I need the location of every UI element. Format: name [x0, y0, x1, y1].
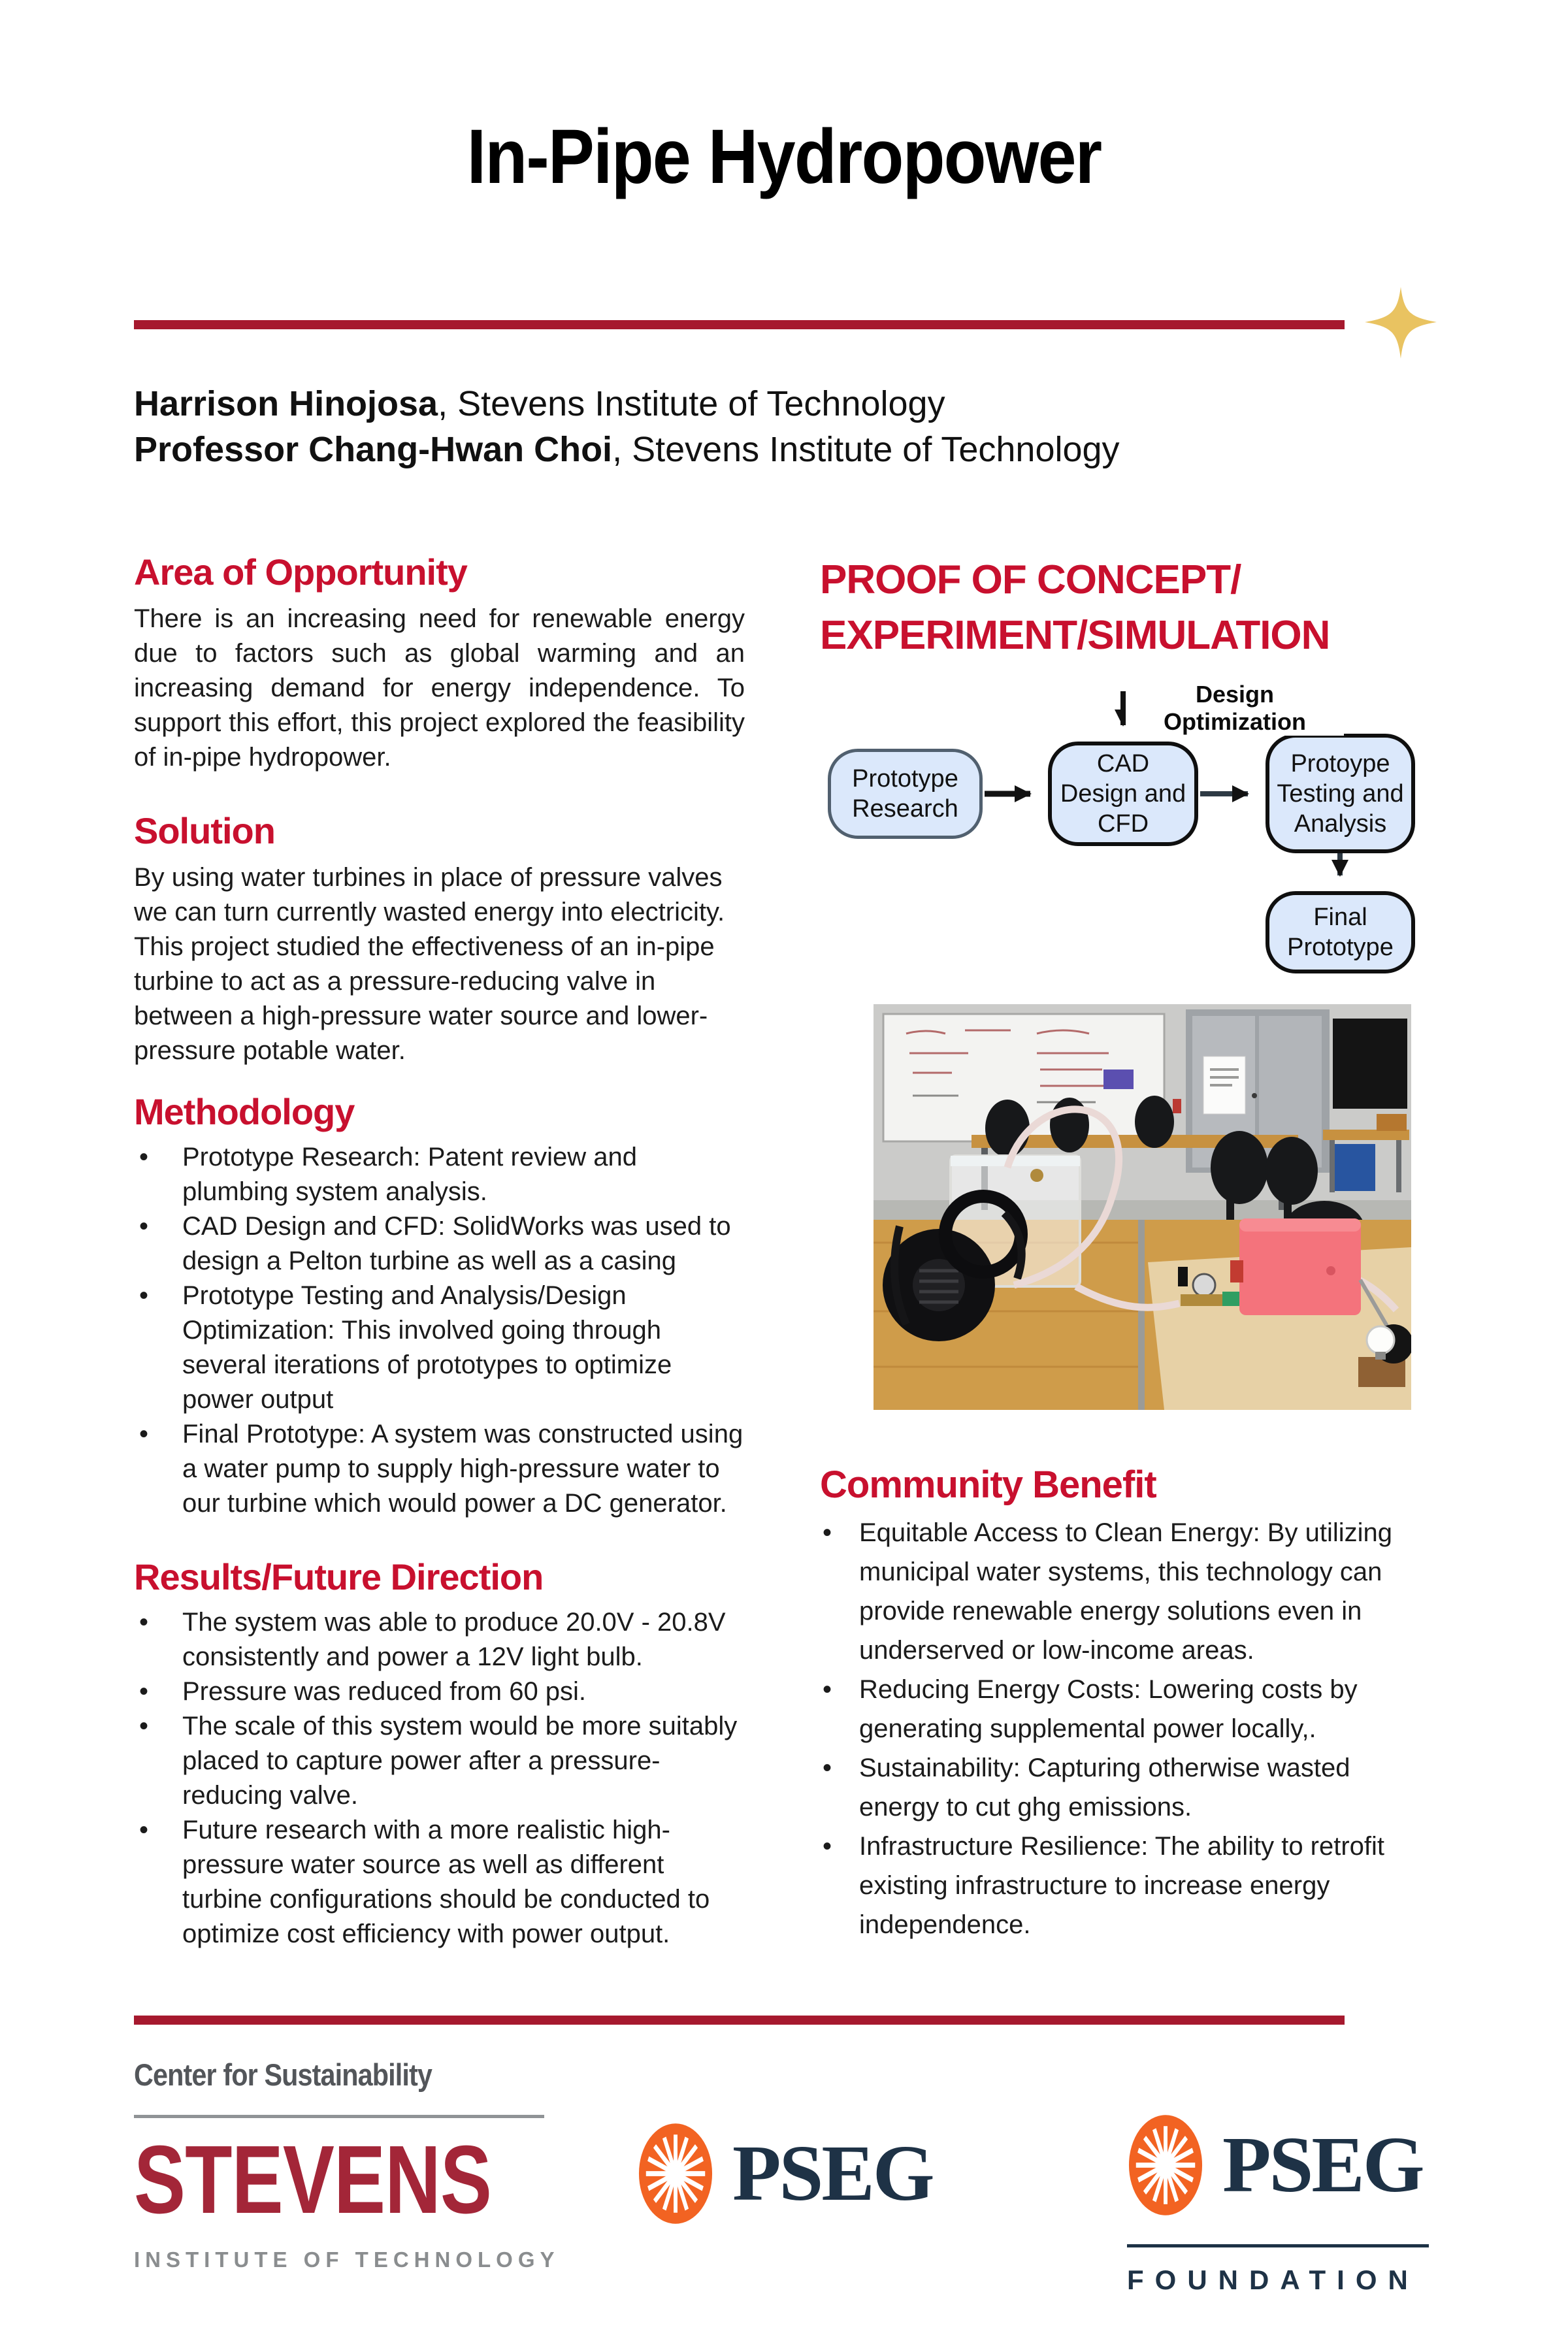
flow-box-cad-design: CAD Design and CFD	[1048, 742, 1198, 846]
photo-fire-alarm	[1173, 1099, 1181, 1113]
authors-block	[134, 381, 1120, 472]
bullet-marker: •	[139, 1816, 149, 1844]
bullet-marker: •	[139, 1143, 149, 1171]
section-heading-solution: Solution	[134, 810, 275, 851]
top-divider	[134, 320, 1345, 329]
bullet-marker: •	[823, 1518, 832, 1547]
pseg-wordmark: PSEG	[732, 2129, 933, 2217]
list-item: • Future research with a more realistic high-pressure water source as well as different turbine configurations should be conducted to optimize cost efficiency with power output.	[134, 1813, 745, 1952]
bullet-marker: •	[823, 1754, 832, 1782]
list-item: • Pressure was reduced from 60 psi.	[134, 1674, 745, 1709]
list-item: • Sustainability: Capturing otherwise wasted energy to cut ghg emissions.	[820, 1748, 1431, 1827]
bullet-marker: •	[139, 1420, 149, 1448]
section-heading-results: Results/Future Direction	[134, 1556, 544, 1597]
proof-heading-line1: PROOF OF CONCEPT/	[820, 557, 1241, 602]
pseg-sunburst-icon	[1127, 2114, 1204, 2217]
list-item: • Prototype Testing and Analysis/Design Optimization: This involved going through several iterations of prototypes to optimize power output	[134, 1279, 745, 1417]
bullet-marker: •	[139, 1712, 149, 1740]
flow-box-prototype-research: Prototype Research	[828, 749, 983, 839]
bullet-marker: •	[139, 1212, 149, 1241]
pseg-foundation-row	[1127, 2114, 1429, 2217]
author-line	[134, 427, 1120, 472]
stevens-wordmark: STEVENS	[134, 2126, 492, 2234]
bullet-marker: •	[139, 1281, 149, 1310]
center-for-sustainability-label: Center for Sustainability	[134, 2057, 433, 2092]
pseg-logo	[637, 2122, 933, 2225]
footer-divider	[134, 2016, 1345, 2025]
list-item: • Final Prototype: A system was constructed using a water pump to supply high-pressure water to our turbine which would power a DC generator.	[134, 1417, 745, 1521]
foundation-divider	[1127, 2244, 1429, 2247]
author-line	[134, 381, 1120, 427]
flow-box-prototype-testing: Protoype Testing and Analysis	[1266, 734, 1415, 853]
bullet-marker: •	[823, 1675, 832, 1704]
photo-tv	[1333, 1019, 1407, 1109]
author-name: Harrison Hinojosa	[134, 384, 438, 423]
sparkle-icon	[1361, 284, 1441, 364]
proof-heading-line2: EXPERIMENT/SIMULATION	[820, 613, 1330, 658]
process-flowchart	[820, 679, 1421, 987]
bullet-marker: •	[139, 1677, 149, 1706]
methodology-list	[134, 1140, 745, 1521]
list-item: • Equitable Access to Clean Energy: By utilizing municipal water systems, this technology can provide renewable energy solutions even in underserved or low-income areas.	[820, 1513, 1431, 1670]
list-item: • Prototype Research: Patent review and plumbing system analysis.	[134, 1140, 745, 1209]
foundation-label: FOUNDATION	[1127, 2264, 1419, 2295]
list-item: • Infrastructure Resilience: The ability to retrofit existing infrastructure to increase energy independence.	[820, 1827, 1431, 1944]
results-list	[134, 1605, 745, 1952]
pseg-foundation-logo	[1127, 2114, 1429, 2296]
left-column	[134, 552, 745, 1952]
section-heading-proof	[820, 552, 1431, 663]
stevens-logo-divider	[134, 2115, 544, 2118]
list-item: • Reducing Energy Costs: Lowering costs by generating supplemental power locally,.	[820, 1670, 1431, 1748]
prototype-photo	[874, 1004, 1411, 1410]
list-item: • CAD Design and CFD: SolidWorks was used to design a Pelton turbine as well as a casing	[134, 1209, 745, 1279]
area-body: There is an increasing need for renewable energy due to factors such as global warming and an increasing demand for energy independence. To support this effort, this project explored the feasibility of in-pipe hydropower.	[134, 604, 745, 772]
section-heading-community: Community Benefit	[820, 1463, 1156, 1506]
bullet-marker: •	[139, 1608, 149, 1637]
author-affiliation: , Stevens Institute of Technology	[438, 384, 945, 423]
right-column	[820, 552, 1431, 1944]
flow-box-final-prototype: Final Prototype	[1266, 891, 1415, 973]
poster-title: In-Pipe Hydropower	[466, 114, 1102, 200]
section-heading-area: Area of Opportunity	[134, 551, 467, 593]
list-item: • The scale of this system would be more suitably placed to capture power after a pressure-reducing valve.	[134, 1709, 745, 1813]
stevens-institute-label: INSTITUTE OF TECHNOLOGY	[134, 2247, 560, 2272]
section-heading-methodology: Methodology	[134, 1091, 355, 1132]
solution-body: By using water turbines in place of pressure valves we can turn currently wasted energy into electricity. This project studied the effectiveness of an in-pipe turbine to act as a pressure-reducing valve in between a high-pressure water source and lower-pressure potable water.	[134, 863, 725, 1065]
pseg-sunburst-icon	[637, 2122, 714, 2225]
author-name: Professor Chang-Hwan Choi	[134, 430, 613, 469]
list-item: • The system was able to produce 20.0V - 20.8V consistently and power a 12V light bulb.	[134, 1605, 745, 1674]
flow-feedback-label: Design Optimization	[1126, 681, 1344, 736]
pseg-wordmark: PSEG	[1222, 2121, 1423, 2209]
photo-turbine-casing	[1230, 1218, 1361, 1315]
community-list	[820, 1513, 1431, 1944]
author-affiliation: , Stevens Institute of Technology	[612, 430, 1120, 469]
bullet-marker: •	[823, 1832, 832, 1861]
